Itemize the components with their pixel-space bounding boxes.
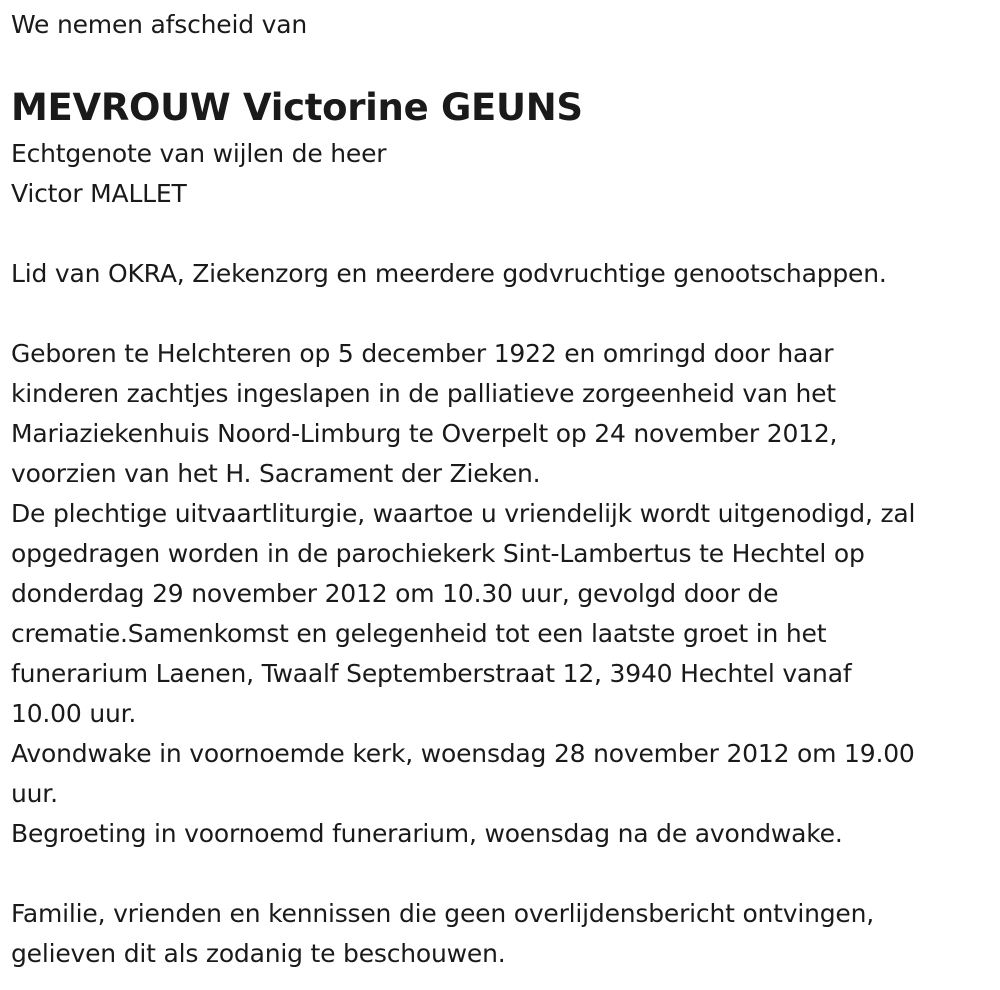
- body-line: voorzien van het H. Sacrament der Zieken.: [11, 459, 541, 488]
- body-line: crematie.Samenkomst en gelegenheid tot een laatste groet in het: [11, 619, 827, 648]
- body-line: Begroeting in voornoemd funerarium, woensdag na de avondwake.: [11, 819, 843, 848]
- body-line: De plechtige uitvaartliturgie, waartoe u vriendelijk wordt uitgenodigd, zal: [11, 499, 916, 528]
- body-line: uur.: [11, 779, 58, 808]
- body-line: opgedragen worden in de parochiekerk Sint-Lambertus te Hechtel op: [11, 539, 865, 568]
- deceased-name: MEVROUW Victorine GEUNS: [11, 86, 583, 129]
- closing-line: Familie, vrienden en kennissen die geen overlijdensbericht ontvingen,: [11, 899, 875, 928]
- body-line: Mariaziekenhuis Noord-Limburg te Overpelt op 24 november 2012,: [11, 419, 838, 448]
- body-line: Avondwake in voornoemde kerk, woensdag 28 november 2012 om 19.00: [11, 739, 915, 768]
- intro-text: We nemen afscheid van: [11, 10, 307, 39]
- spouse-name: Victor MALLET: [11, 179, 187, 208]
- body-line: 10.00 uur.: [11, 699, 137, 728]
- spouse-line: Echtgenote van wijlen de heer: [11, 139, 387, 168]
- body-line: donderdag 29 november 2012 om 10.30 uur, gevolgd door de: [11, 579, 779, 608]
- closing-line: gelieven dit als zodanig te beschouwen.: [11, 939, 506, 968]
- body-line: funerarium Laenen, Twaalf Septemberstraat 12, 3940 Hechtel vanaf: [11, 659, 852, 688]
- body-line: Geboren te Helchteren op 5 december 1922 en omringd door haar: [11, 339, 834, 368]
- membership-text: Lid van OKRA, Ziekenzorg en meerdere godvruchtige genootschappen.: [11, 259, 887, 288]
- body-line: kinderen zachtjes ingeslapen in de palliatieve zorgeenheid van het: [11, 379, 836, 408]
